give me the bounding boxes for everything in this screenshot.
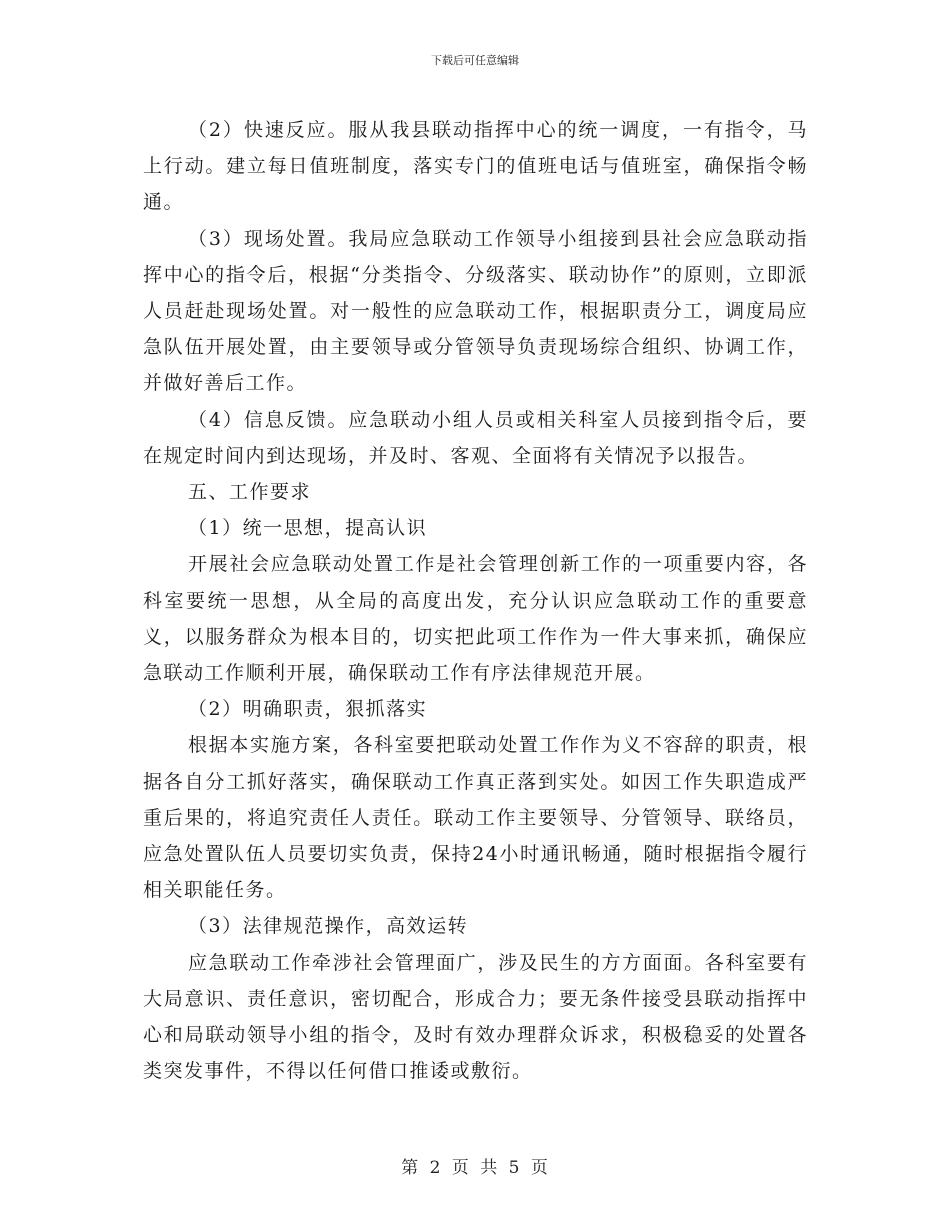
footer-label-page: 第 <box>401 1158 420 1178</box>
footer-label-page-unit: 页 <box>451 1158 470 1178</box>
subsection-heading: （2）明确职责，狠抓落实 <box>188 698 428 721</box>
section-heading: 五、工作要求 <box>188 481 312 504</box>
paragraph: 应急联动工作牵涉社会管理面广，涉及民生的方方面面。各科室要有大局意识、责任意识，密切配合，形成合力；要无条件接受县联动指挥中心和局联动领导小组的指令，及时有效办理群众诉求，积极稳妥的处置各类突发事件，不得以任何借口推诿或敷衍。 <box>143 951 808 1083</box>
document-body <box>143 112 808 1089</box>
subsection-heading: （1）统一思想，提高认识 <box>188 517 428 540</box>
paragraph: （2）快速反应。服从我县联动指挥中心的统一调度，一有指令，马上行动。建立每日值班制度，落实专门的值班电话与值班室，确保指令畅通。 <box>143 119 808 214</box>
paragraph: （3）现场处置。我局应急联动工作领导小组接到县社会应急联动指挥中心的指令后，根据“分类指令、分级落实、联动协作”的原则，立即派人员赶赴现场处置。对一般性的应急联动工作，根据职责分工，调度局应急队伍开展处置，由主要领导或分管领导负责现场综合组织、协调工作，并做好善后工作。 <box>143 227 808 395</box>
subsection-heading: （3）法律规范操作，高效运转 <box>188 915 469 938</box>
paragraph: （4）信息反馈。应急联动小组人员或相关科室人员接到指令后，要在规定时间内到达现场，并及时、客观、全面将有关情况予以报告。 <box>143 408 808 467</box>
current-page-number: 2 <box>429 1158 442 1178</box>
header-note: 下载后可任意编辑 <box>431 54 519 67</box>
paragraph: 开展社会应急联动处置工作是社会管理创新工作的一项重要内容，各科室要统一思想，从全局的高度出发，充分认识应急联动工作的重要意义，以服务群众为根本目的，切实把此项工作作为一件大事来抓，确保应急联动工作顺利开展，确保联动工作有序法律规范开展。 <box>143 553 808 685</box>
total-pages-number: 5 <box>508 1158 521 1178</box>
paragraph: 根据本实施方案，各科室要把联动处置工作作为义不容辞的职责，根据各自分工抓好落实，确保联动工作真正落到实处。如因工作失职造成严重后果的，将追究责任人责任。联动工作主要领导、分管领导、联络员，应急处置队伍人员要切实负责，保持24小时通讯畅通，随时根据指令履行相关职能任务。 <box>143 734 808 902</box>
footer-label-total: 共 <box>480 1158 499 1178</box>
footer-label-total-unit: 页 <box>530 1158 549 1178</box>
page-number-footer <box>0 1153 950 1178</box>
